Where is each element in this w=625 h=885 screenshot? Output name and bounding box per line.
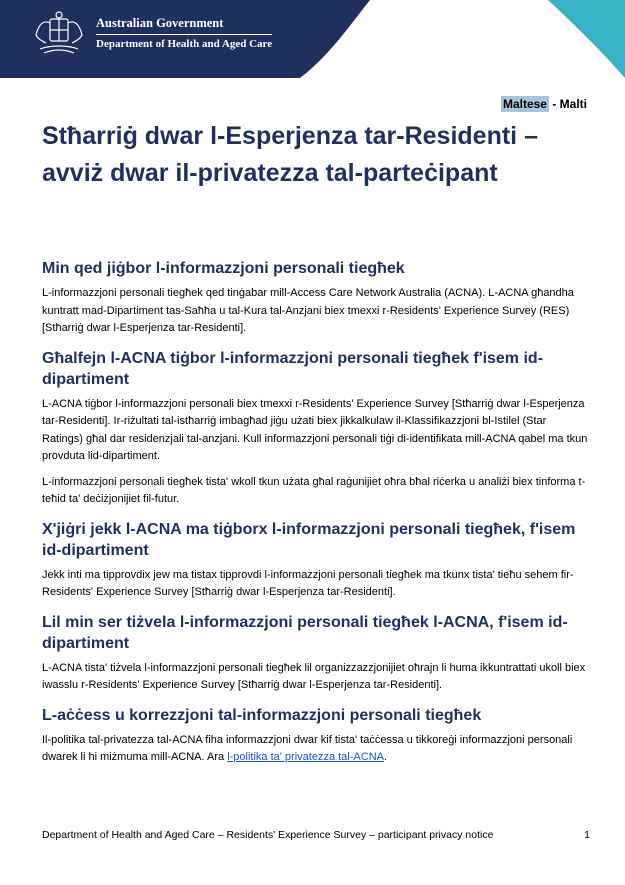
language-label [501, 97, 587, 111]
government-logo [30, 8, 272, 58]
section-who-collects [42, 258, 590, 338]
section-paragraph: L-informazzjoni personali tiegħek tista' wkoll tkun użata għal raġunijiet oħra bħal riċerka u analiżi biex tinforma t-teħid ta' deċiżjonijiet fil-futur. [42, 475, 586, 505]
section-not-collected [42, 519, 590, 602]
section-paragraph: L-ACNA tiġbor l-informazzjoni personali biex tmexxi r-Residents' Experience Survey [Stħarriġ dwar l-Esperjenza tar-Residenti]. Ir-riżultati tal-istħarriġ imbagħad jiġu użati biex jikkalkulaw il-Klassifikazzjoni bl-Istilel (Star Ratings) għal dar residenzjali tal-anzjani. Kull informazzjoni personali tiġi di-identifikata mill-ACNA qabel ma tkun provduta lid-dipartiment. [42, 397, 588, 462]
language-separator: - [548, 97, 560, 111]
section-heading: Għalfejn l-ACNA tiġbor l-informazzjoni personali tiegħek f'isem id-dipartiment [42, 349, 544, 388]
section-paragraph [42, 732, 590, 767]
section-heading: X'jiġri jekk l-ACNA ma tiġborx l-informazzjoni personali tiegħek, f'isem id-dipartiment [42, 520, 576, 559]
department-name: Department of Health and Aged Care [96, 38, 273, 50]
acna-privacy-policy-link[interactable]: l-politika ta' privatezza tal-ACNA [227, 751, 384, 763]
page-footer [42, 829, 590, 841]
section-paragraph: Jekk inti ma tipprovdix jew ma tistax tipprovdi l-informazzjoni personali tiegħek ma tkunx tista' tieħu sehem fir-Residents' Experience Survey [Stħarriġ dwar l-Esperjenza tar-Residenti]. [42, 568, 574, 598]
page-title: Stħarriġ dwar l-Esperjenza tar-Residenti – avviż dwar il-privatezza tal-parteċipant [42, 122, 538, 187]
language-name: Maltese [502, 97, 547, 111]
section-paragraph: L-ACNA tista' tiżvela l-informazzjoni personali tiegħek lil organizzazzjonijiet oħrajn li huma ikkuntrattati ukoll biex iwasslu r-Residents' Experience Survey [Stħarriġ dwar l-Esperjenza tar-Residenti]. [42, 661, 586, 691]
section-access-correction [42, 705, 590, 767]
government-name: Australian Government [96, 16, 272, 35]
document-body [42, 258, 590, 777]
page-number: 1 [584, 829, 590, 841]
section-heading: Lil min ser tiżvela l-informazzjoni personali tiegħek l-ACNA, f'isem id-dipartiment [42, 613, 568, 652]
section-heading: L-aċċess u korrezzjoni tal-informazzjoni personali tiegħek [42, 706, 482, 724]
section-paragraph: L-informazzjoni personali tiegħek qed tinġabar mill-Access Care Network Australia (ACNA). L-ACNA għandha kuntratt mad-Dipartiment tas-Saħħa u tal-Kura tal-Anzjani biex tmexxi r-Residents' Experience Survey (RES) [Stħarriġ dwar l-Esperjenza tar-Residenti]. [42, 287, 574, 334]
section-heading: Min qed jiġbor l-informazzjoni personali tiegħek [42, 260, 405, 277]
section-disclosure [42, 612, 590, 695]
paragraph-text: Il-politika tal-privatezza tal-ACNA fiha informazzjoni dwar kif tista' taċċessa u tikkoreġi informazzjoni personali dwarek li hi miżmuma mill-ACNA. Ara [42, 733, 573, 763]
section-why-collects [42, 348, 590, 509]
coat-of-arms-icon [30, 9, 88, 57]
paragraph-end: . [383, 751, 388, 763]
language-native-name: Malti [559, 97, 587, 111]
footer-text: Department of Health and Aged Care – Residents' Experience Survey – participant privacy notice [42, 829, 494, 841]
